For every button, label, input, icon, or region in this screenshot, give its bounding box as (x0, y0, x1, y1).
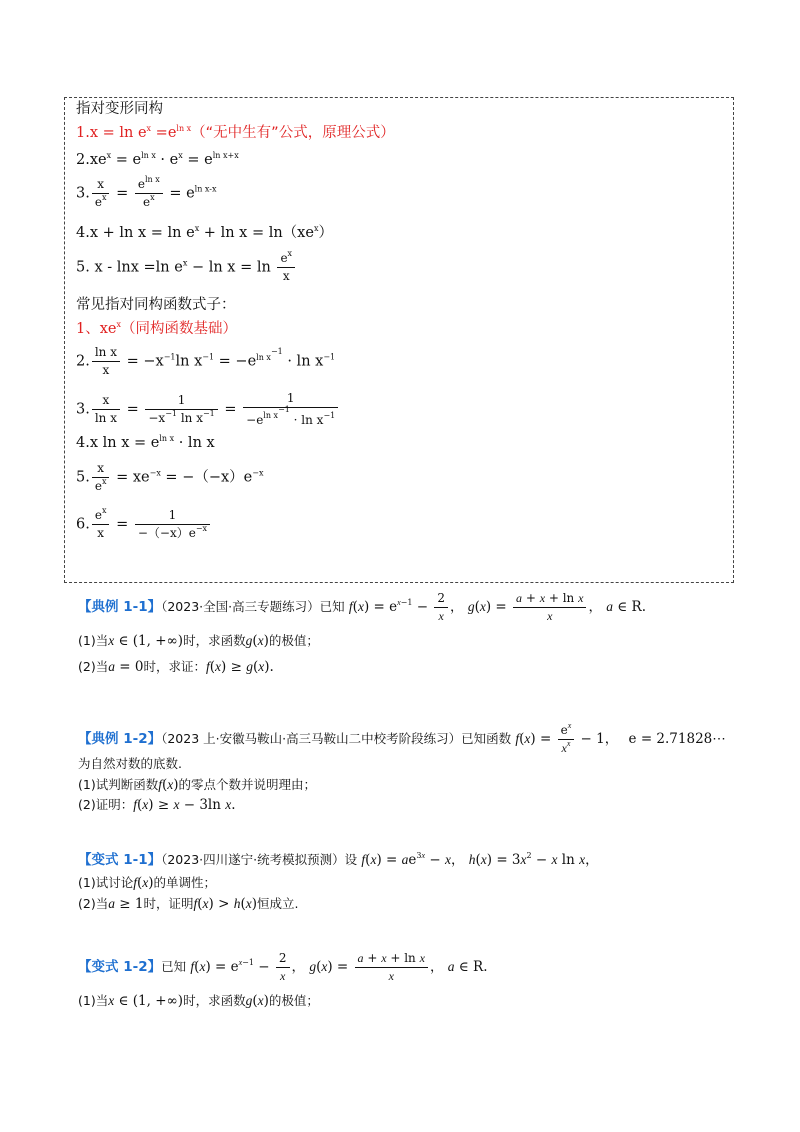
variant-1-1-header: 【变式 1-1】（2023·四川遂宁·统考模拟预测）设 $f(x) = ae^{3x} - x$， $h(x) = 3x^2 - x$ ln x， (78, 851, 599, 868)
formula-2: $2.xe^x = e^{ln x} \cdot e^x = e^{ln x+x}$ (76, 151, 239, 168)
problem-1-1-header: 【典例 1-1】（2023·全国·高三专题练习）已知 $f(x) = e^{x-1}$ − $\frac{2}{x}$ ， g(x) = $\frac{\text{a + x + ln x}}{x}$ ， a ∈ R. (78, 591, 647, 624)
problem-1-2-header: 【典例 1-2】（2023 上·安徽马鞍山·高三马鞍山二中校考阶段练习）已知函数 f(x) = $\frac{e^x}{x^x}$ − 1， e = 2.71828⋯ (78, 721, 726, 756)
variant-1-2-header: 【变式 1-2】已知 $f(x) = e^{x-1}$ − $\frac{2}{x}$ ， g(x) = $\frac{\text{a + x + ln x}}{x}$ ， a ∈ R. (78, 951, 488, 984)
variant-1-2-q1: (1)当x ∈ (1, +∞)时，求函数g(x)的极值； (78, 993, 319, 1009)
variant-1-1-q1: (1)试讨论f(x)的单调性； (78, 875, 217, 891)
problem-1-2-q1: (1)试判断函数f(x)的零点个数并说明理由； (78, 777, 317, 793)
special-1: 1、$xe^x$（同构函数基础） (76, 320, 237, 337)
formula-1: $1.x = \ln e^x$ $=e^{ln x}(“$无中生有”公式，原理公式） (76, 124, 395, 141)
special-6: 6. $\frac{e^x}{x}$ = $\frac{1}{-(-x)e^{-x}}$ (76, 509, 212, 540)
special-4: 4.x $\ln x = e^{ln x} \cdot \ln x$ (76, 434, 215, 451)
problem-1-2-line2: 为自然对数的底数. (78, 756, 182, 771)
problem-1-1-q2: (2)当a = 0时，求证：f(x) ≥ g(x). (78, 659, 274, 675)
special-5: 5. $\frac{x}{e^x}$ = $xe^{-x} = -(-x)e^{-x}$ (76, 461, 264, 494)
problem-1-1-q1: (1)当x ∈ (1, +∞)时，求函数g(x)的极值； (78, 633, 319, 649)
box-title: 指对变形同构 (76, 101, 163, 117)
box-subtitle: 常见指对同构函数式子： (76, 297, 236, 313)
formula-5: 5. x - lnx =ln $e^x - \ln x = \ln$ $\frac{e^x}{x}$ (76, 252, 297, 283)
special-3: 3. $\frac{x}{\text{ln x}}$ = $\frac{1}{-x^{-1} \ln x^{-1}}$ = $\frac{1}{-e^{ln x^{-1}} \cdot \ln x^{-1}}$ (76, 392, 340, 427)
variant-1-1-q2: (2)当a ≥ 1时，证明f(x) > h(x)恒成立. (78, 896, 299, 912)
formula-4: $4.x + \ln x = \ln e^x + \ln x = \ln(xe^x)$ (76, 224, 333, 241)
formula-3: 3. $\frac{x}{e^x}$ = $\frac{e^{ln x}}{e^x}$ = $e^{ln x-x}$ (76, 175, 217, 210)
problem-1-2-q2: (2)证明：f(x) ≥ x − 3ln x. (78, 797, 236, 813)
special-2: 2. $\frac{\text{ln x}}{x}$ = $-x^{-1}\ln$ $x^{-1} = -e^{ln x^{-1}} \cdot \ln x^{-1}$ (76, 345, 336, 378)
